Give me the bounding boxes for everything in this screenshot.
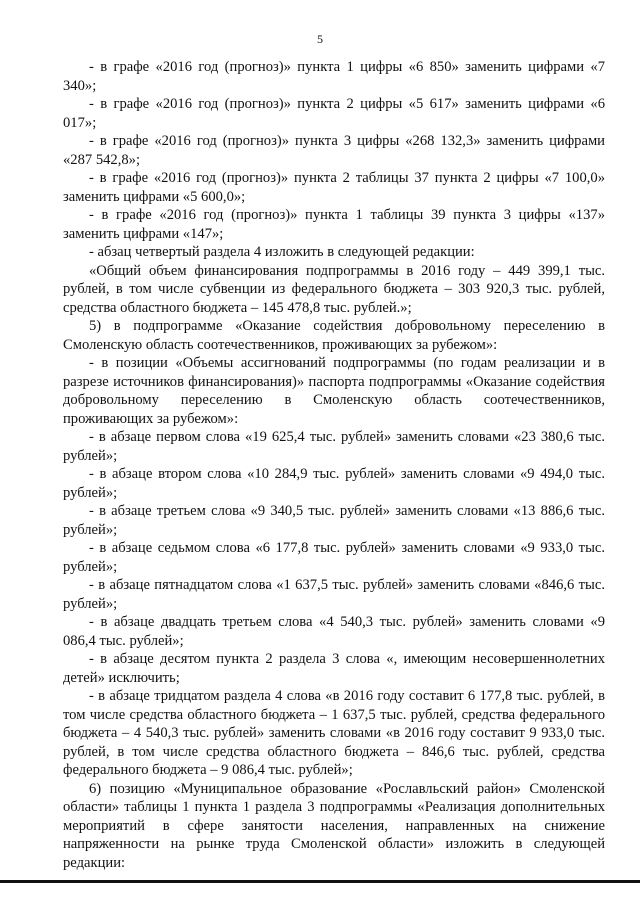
paragraph: - в абзаце первом слова «19 625,4 тыс. рублей» заменить словами «23 380,6 тыс. рублей»; [63,429,605,464]
paragraph: - в абзаце десятом пункта 2 раздела 3 слова «, имеющим несовершеннолетних детей» исключить; [63,651,605,686]
paragraph: - в абзаце пятнадцатом слова «1 637,5 тыс. рублей» заменить словами «846,6 тыс. рублей»; [63,577,605,612]
paragraph: - в абзаце третьем слова «9 340,5 тыс. рублей» заменить словами «13 886,6 тыс. рублей»; [63,503,605,538]
paragraph: - в графе «2016 год (прогноз)» пункта 3 цифры «268 132,3» заменить цифрами «287 542,8»; [63,133,605,168]
page-number: 5 [317,32,323,46]
paragraph: 6) позицию «Муниципальное образование «Рославльский район» Смоленской области» таблицы 1 пункта 1 раздела 3 подпрограммы «Реализация дополнительных мероприятий в сфере занятости населения, направленных на снижение напряженности на рынке труда Смоленской области» изложить в следующей редакции: [63,780,605,871]
paragraph: - в графе «2016 год (прогноз)» пункта 2 таблицы 37 пункта 2 цифры «7 100,0» заменить цифрами «5 600,0»; [63,170,605,205]
paragraph: - в позиции «Объемы ассигнований подпрограммы (по годам реализации и в разрезе источников финансирования)» паспорта подпрограммы «Оказание содействия добровольному переселению в Смоленскую область соотечественников, проживающих за рубежом»: [63,355,605,427]
paragraph: - в абзаце седьмом слова «6 177,8 тыс. рублей» заменить словами «9 933,0 тыс. рублей»; [63,540,605,575]
paragraph: «Общий объем финансирования подпрограммы в 2016 году – 449 399,1 тыс. рублей, в том числе субвенции из федерального бюджета – 303 920,3 тыс. рублей, средства областного бюджета – 145 478,8 тыс. рублей.»; [63,262,605,316]
paragraph: 5) в подпрограмме «Оказание содействия добровольному переселению в Смоленскую область соотечественников, проживающих за рубежом»: [63,318,605,353]
bottom-rule [0,880,640,883]
paragraph: - в абзаце тридцатом раздела 4 слова «в 2016 году составит 6 177,8 тыс. рублей, в том числе средства областного бюджета – 1 637,5 тыс. рублей, средства федерального бюджета – 4 540,3 тыс. рублей» заменить словами «в 2016 году составит 9 933,0 тыс. рублей, в том числе средства областного бюджета – 846,6 тыс. рублей, средства федерального бюджета – 9 086,4 тыс. рублей»; [63,688,605,778]
paragraph: - абзац четвертый раздела 4 изложить в следующей редакции: [89,244,475,260]
paragraph: - в графе «2016 год (прогноз)» пункта 1 цифры «6 850» заменить цифрами «7 340»; [63,59,605,94]
paragraph: - в абзаце втором слова «10 284,9 тыс. рублей» заменить словами «9 494,0 тыс. рублей»; [63,466,605,501]
document-body [63,58,605,872]
paragraph: - в абзаце двадцать третьем слова «4 540,3 тыс. рублей» заменить словами «9 086,4 тыс. рублей»; [63,614,605,649]
paragraph: - в графе «2016 год (прогноз)» пункта 2 цифры «5 617» заменить цифрами «6 017»; [63,96,605,131]
paragraph: - в графе «2016 год (прогноз)» пункта 1 таблицы 39 пункта 3 цифры «137» заменить цифрами «147»; [63,207,605,242]
